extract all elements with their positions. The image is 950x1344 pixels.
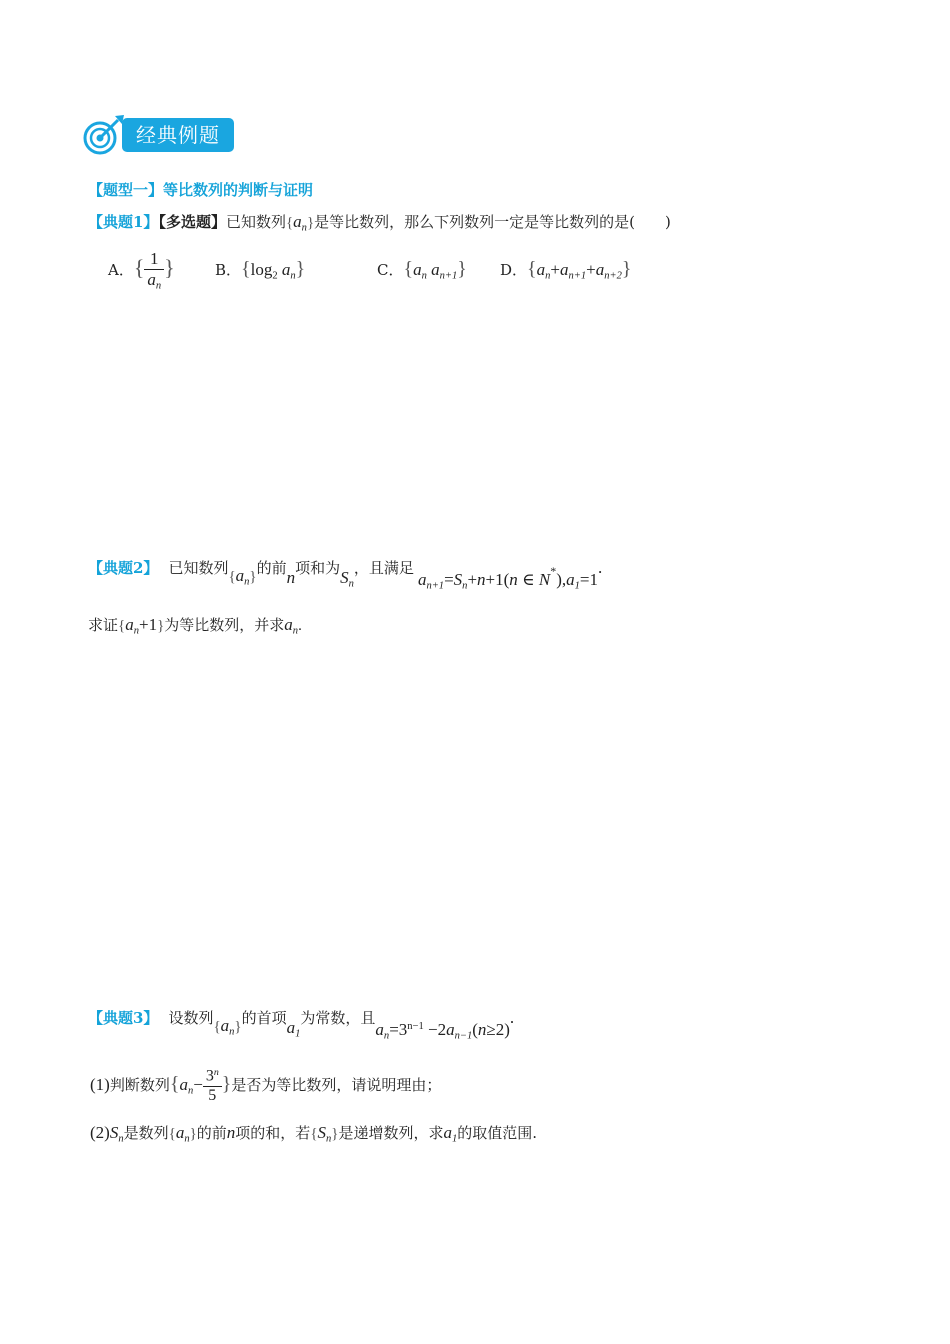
example-1-tag: 【典题1】 — [88, 213, 159, 231]
stem-text: ，且满足 — [353, 559, 414, 577]
section-banner — [82, 114, 237, 156]
example-2-tag: 【典题2】 — [88, 559, 159, 577]
option-d-label: D． — [500, 261, 528, 279]
option-c: C．{$a_n$ $a_{n+1}$} — [377, 258, 467, 282]
question-number: (2) — [90, 1123, 110, 1142]
stem-text: 是递增数列，求 — [338, 1124, 444, 1142]
question-1: (1)判断数列{$a_n-$ $\frac{3^n}{5}$ }是否为等比数列，请说明理由； — [90, 1066, 442, 1104]
option-a: A．{ $\frac{1}{a_n}$ } — [108, 249, 175, 292]
option-a-fraction: $\frac{1}{a_n}$ — [144, 249, 164, 292]
stem-text: 是否为等比数列，请说明理由； — [231, 1076, 442, 1094]
example-2-task: 求证$\{a_n+1\}$为等比数列，并求$a_n$. — [88, 615, 302, 637]
stem-text: 是数列 — [123, 1124, 169, 1142]
stem-text: 设数列 — [168, 1008, 214, 1027]
option-d: D．$\{a_n+a_{n+1}+a_{n+2}\}$ — [500, 258, 632, 282]
target-arrow-icon — [82, 114, 126, 156]
stem-text: 为等比数列，并求 — [164, 616, 285, 634]
stem-text: 项和为 — [295, 559, 341, 577]
example-3-stem: 【典题3】 设数列$\{a_n\}$的首项$a_1$为常数，且$a_n=3^{n-1} -2a_{n-1}(n\ge 2)$. — [88, 1007, 515, 1042]
example-1-stem: 【典题1】【多选题】已知数列$\{a_n\}$是等比数列，那么下列数列一定是等比数列的是( ) — [88, 212, 671, 234]
stem-text: 已知数列 — [225, 213, 286, 231]
stem-text: 的前 — [256, 559, 287, 577]
question-2: $(2)S_n$是数列$\{a_n\}$的前n项的和，若$\{S_n\}$是递增数列，求$a_1$的取值范围. — [90, 1123, 538, 1145]
topic-heading: 【题型一】等比数列的判断与证明 — [88, 181, 314, 199]
stem-text: 为常数，且 — [300, 1008, 376, 1027]
stem-text: 是等比数列，那么下列数列一定是等比数列的是( ) — [314, 213, 671, 231]
option-b: B．{$\log_2$ $a_n$} — [215, 258, 306, 282]
section-title: 经典例题 — [122, 118, 234, 152]
example-2-stem: 【典题2】 已知数列$\{a_n\}$的前n项和为$S_n$，且满足$a_{n+1}=S_n+n+1(n$ ∈ $N*),a_1=1$. — [88, 558, 603, 592]
option-c-label: C． — [377, 261, 404, 279]
stem-text: 项的和，若 — [235, 1124, 311, 1142]
fraction-3n-over-5: $\frac{3^n}{5}$ — [203, 1067, 222, 1105]
example-3-tag: 【典题3】 — [88, 1008, 159, 1027]
option-a-label: A． — [108, 261, 134, 279]
option-b-label: B． — [215, 261, 242, 279]
multi-choice-tag: 【多选题】 — [158, 213, 226, 231]
stem-text: 的前 — [196, 1124, 227, 1142]
stem-text: 的取值范围. — [457, 1124, 538, 1142]
question-number: (1) — [90, 1075, 110, 1094]
stem-text: 的首项 — [241, 1008, 287, 1027]
stem-text: 求证 — [88, 616, 119, 634]
stem-text: 已知数列 — [168, 559, 229, 577]
stem-text: 判断数列 — [109, 1076, 170, 1094]
